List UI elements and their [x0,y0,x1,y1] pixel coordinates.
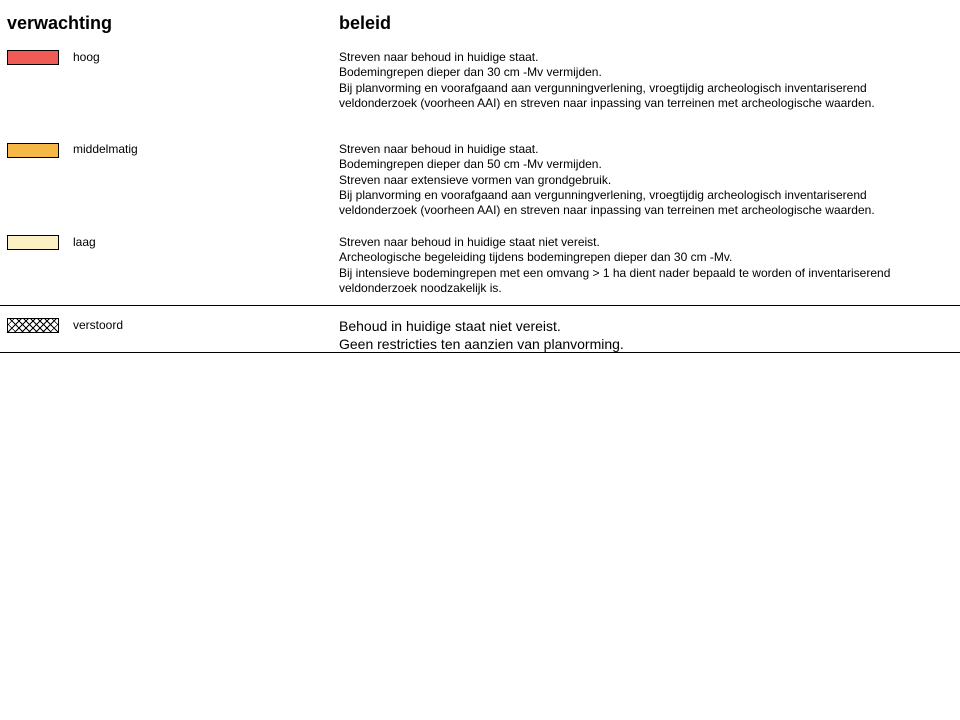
policy-line: Streven naar behoud in huidige staat. [339,142,539,156]
expectation-column-header: verwachting [7,13,113,33]
disturbed-label: verstoord [73,318,124,332]
policy-line: Streven naar extensieve vormen van grondgebruik. [339,172,612,187]
policy-line: veldonderzoek noodzakelijk is. [339,280,502,295]
section-divider [0,305,960,306]
high-expectation-policy [339,50,954,111]
low-expectation-policy [339,235,954,296]
medium-expectation-swatch [7,143,59,158]
high-expectation-swatch [7,50,59,65]
policy-line: veldonderzoek (voorheen AAI) en streven naar inpassing van terreinen met archeologische waarden. [339,95,875,110]
policy-line: Bij intensieve bodemingrepen met een omvang > 1 ha dient nader bepaald te worden of inventariserend [339,265,891,280]
low-expectation-swatch [7,235,59,250]
policy-line: Bij planvorming en voorafgaand aan vergunningverlening, vroegtijdig archeologisch inventariserend [339,80,867,95]
policy-line: Streven naar behoud in huidige staat. [339,50,539,64]
bottom-divider [0,352,960,353]
high-expectation-label: hoog [73,50,100,64]
medium-expectation-policy [339,142,954,218]
policy-line: Streven naar behoud in huidige staat niet vereist. [339,235,600,249]
policy-line: Archeologische begeleiding tijdens bodemingrepen dieper dan 30 cm -Mv. [339,250,733,265]
policy-line: Bij planvorming en voorafgaand aan vergunningverlening, vroegtijdig archeologisch inventariserend [339,187,867,202]
policy-line: Behoud in huidige staat niet vereist. [339,318,561,334]
disturbed-policy [339,317,954,353]
low-expectation-label: laag [73,235,96,249]
policy-line: Geen restricties ten aanzien van planvorming. [339,336,624,352]
policy-line: Bodemingrepen dieper dan 50 cm -Mv vermijden. [339,157,602,172]
policy-line: Bodemingrepen dieper dan 30 cm -Mv vermijden. [339,65,602,80]
medium-expectation-label: middelmatig [73,142,138,156]
disturbed-crosshatch-swatch [7,318,59,333]
policy-column-header: beleid [339,13,392,33]
policy-line: veldonderzoek (voorheen AAI) en streven naar inpassing van terreinen met archeologische waarden. [339,203,875,218]
